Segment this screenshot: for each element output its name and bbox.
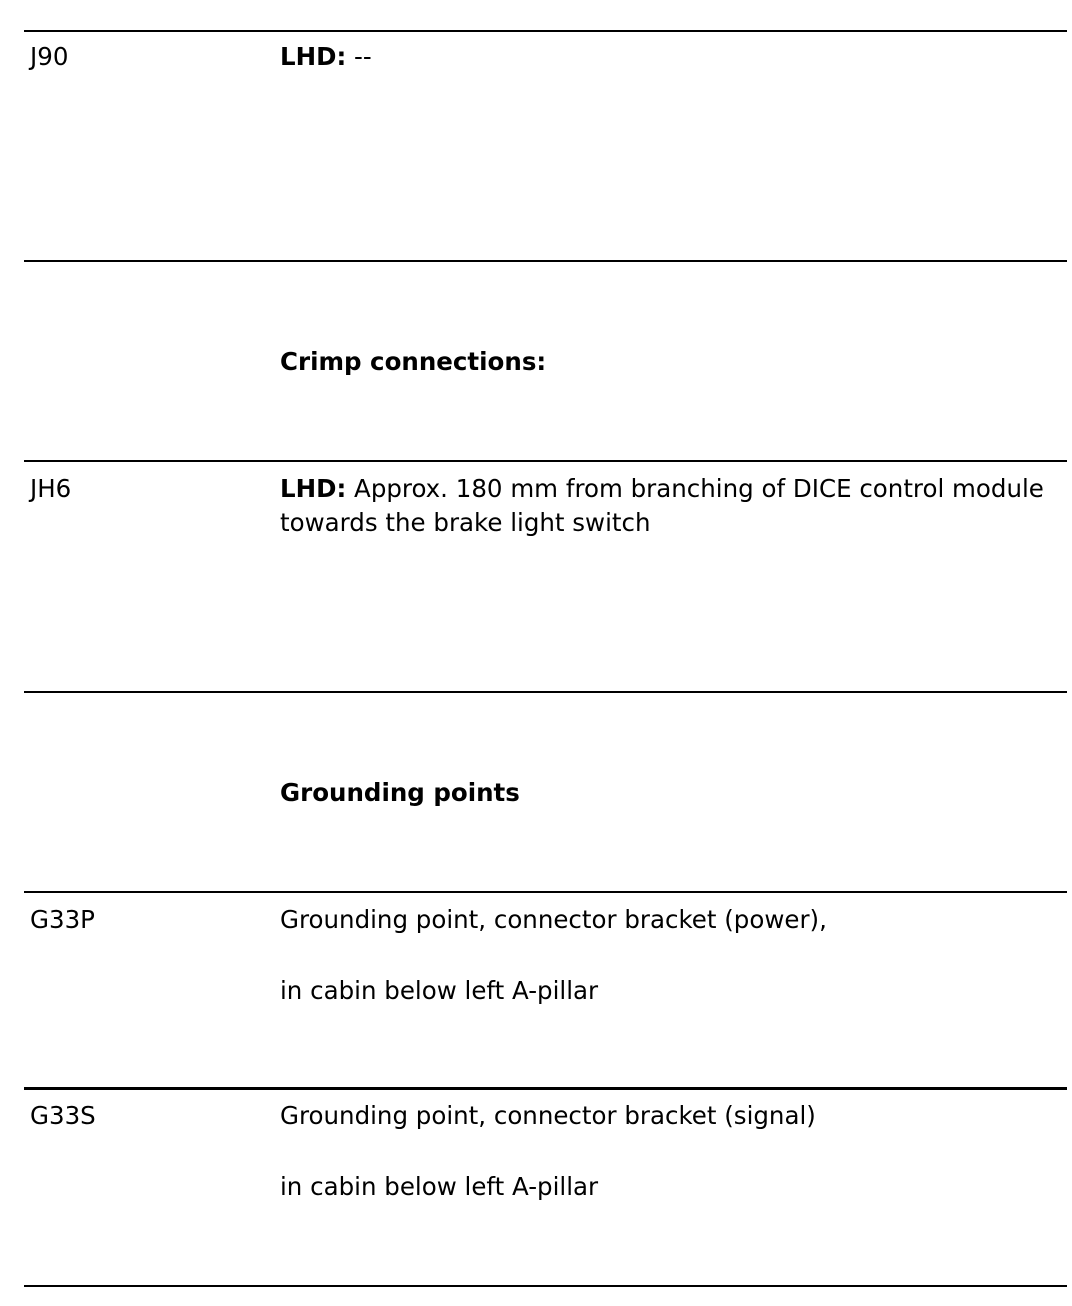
row-code: J90 [30, 42, 69, 71]
row-text: Approx. 180 mm from branching of DICE control module towards the brake light switch [280, 474, 1044, 537]
table-rule [24, 1087, 1067, 1090]
row-description [280, 40, 372, 74]
section-heading-text: Grounding points [280, 778, 520, 807]
row-description [280, 472, 1060, 540]
row-label: LHD: [280, 474, 347, 503]
table-rule [24, 260, 1067, 262]
table-rule [24, 891, 1067, 893]
row-description-line2: in cabin below left A-pillar [280, 1172, 599, 1201]
section-heading-text: Crimp connections: [280, 347, 547, 376]
row-code: JH6 [30, 474, 72, 503]
row-text: -- [346, 42, 372, 71]
table-rule [24, 460, 1067, 462]
section-heading [280, 345, 546, 379]
row-description-line1: Grounding point, connector bracket (signal) [280, 1101, 816, 1130]
row-code: G33P [30, 905, 95, 934]
row-description-line1: Grounding point, connector bracket (power), [280, 905, 827, 934]
row-code: G33S [30, 1101, 96, 1130]
row-label: LHD: [280, 42, 347, 71]
table-rule-top [24, 30, 1067, 32]
table-rule-bottom [24, 1285, 1067, 1287]
section-heading [280, 776, 520, 810]
table-rule [24, 691, 1067, 693]
row-description-line2: in cabin below left A-pillar [280, 976, 599, 1005]
